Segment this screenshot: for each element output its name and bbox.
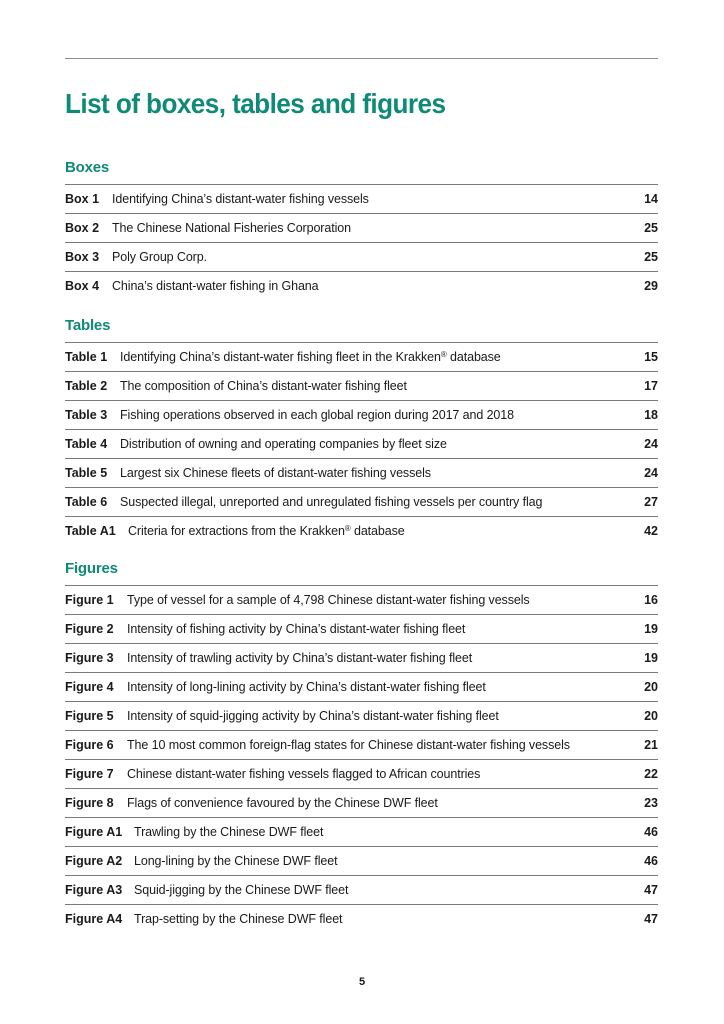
entry-title: Criteria for extractions from the Krakken® database (128, 524, 405, 538)
entry-label: Figure 8 (65, 796, 114, 810)
figure-entry[interactable] (65, 905, 658, 933)
figure-entry[interactable] (65, 586, 658, 615)
figure-entry[interactable] (65, 789, 658, 818)
entry-title: Intensity of squid-jigging activity by China’s distant-water fishing fleet (127, 709, 499, 723)
entry-label: Figure A4 (65, 912, 123, 926)
entry-title: Chinese distant-water fishing vessels flagged to African countries (127, 767, 481, 781)
entry-title: Fishing operations observed in each global region during 2017 and 2018 (120, 408, 514, 422)
entry-page: 23 (644, 796, 658, 810)
entry-label: Box 1 (65, 192, 100, 206)
entry-page: 24 (644, 466, 658, 480)
entry-label: Table 2 (65, 379, 108, 393)
top-divider (65, 58, 658, 59)
figure-entry[interactable] (65, 847, 658, 876)
box-entry[interactable] (65, 185, 658, 214)
entry-page: 19 (644, 651, 658, 665)
page-number: 5 (358, 976, 366, 988)
tables-heading: Tables (65, 317, 111, 334)
registered-mark: ® (440, 350, 447, 359)
entry-title: The composition of China’s distant-water fishing fleet (120, 379, 407, 393)
figures-list (65, 585, 658, 933)
entry-label: Table 5 (65, 466, 108, 480)
figures-section (65, 557, 658, 933)
tables-section (65, 314, 658, 545)
entry-label: Figure 1 (65, 593, 114, 607)
entry-title: Type of vessel for a sample of 4,798 Chinese distant-water fishing vessels (127, 593, 530, 607)
entry-page: 16 (644, 593, 658, 607)
entry-label: Table 3 (65, 408, 108, 422)
entry-title: Trap-setting by the Chinese DWF fleet (134, 912, 343, 926)
entry-page: 47 (644, 883, 658, 897)
entry-label: Figure 3 (65, 651, 114, 665)
entry-title: The Chinese National Fisheries Corporation (112, 221, 351, 235)
table-entry[interactable] (65, 459, 658, 488)
entry-title: Suspected illegal, unreported and unregulated fishing vessels per country flag (120, 495, 543, 509)
figure-entry[interactable] (65, 760, 658, 789)
entry-title: Poly Group Corp. (112, 250, 207, 264)
entry-page: 17 (644, 379, 658, 393)
entry-page: 42 (644, 524, 658, 538)
entry-label: Figure 5 (65, 709, 114, 723)
figure-entry[interactable] (65, 702, 658, 731)
entry-title: Intensity of long-lining activity by China’s distant-water fishing fleet (127, 680, 486, 694)
entry-title: Distribution of owning and operating companies by fleet size (120, 437, 447, 451)
entry-page: 46 (644, 854, 658, 868)
entry-title: Intensity of fishing activity by China’s distant-water fishing fleet (127, 622, 466, 636)
figure-entry[interactable] (65, 673, 658, 702)
entry-title: Long-lining by the Chinese DWF fleet (134, 854, 338, 868)
entry-page: 14 (644, 192, 658, 206)
table-entry[interactable] (65, 517, 658, 545)
entry-page: 46 (644, 825, 658, 839)
table-entry[interactable] (65, 488, 658, 517)
page-title: List of boxes, tables and figures (65, 88, 446, 119)
entry-title: Flags of convenience favoured by the Chinese DWF fleet (127, 796, 438, 810)
entry-label: Figure 4 (65, 680, 114, 694)
entry-label: Box 2 (65, 221, 100, 235)
entry-page: 22 (644, 767, 658, 781)
entry-title: The 10 most common foreign-flag states for Chinese distant-water fishing vessels (127, 738, 570, 752)
boxes-section (65, 156, 658, 300)
figure-entry[interactable] (65, 615, 658, 644)
entry-page: 18 (644, 408, 658, 422)
entry-page: 25 (644, 250, 658, 264)
entry-page: 47 (644, 912, 658, 926)
entry-label: Box 3 (65, 250, 100, 264)
registered-mark: ® (344, 524, 351, 533)
figure-entry[interactable] (65, 876, 658, 905)
box-entry[interactable] (65, 243, 658, 272)
table-entry[interactable] (65, 430, 658, 459)
entry-title: China’s distant-water fishing in Ghana (112, 279, 319, 293)
entry-label: Figure A3 (65, 883, 123, 897)
table-entry[interactable] (65, 372, 658, 401)
tables-list (65, 342, 658, 545)
entry-title: Trawling by the Chinese DWF fleet (134, 825, 324, 839)
figure-entry[interactable] (65, 644, 658, 673)
figures-heading: Figures (65, 560, 118, 577)
entry-label: Figure 7 (65, 767, 114, 781)
figure-entry[interactable] (65, 818, 658, 847)
entry-label: Figure 6 (65, 738, 114, 752)
entry-label: Figure 2 (65, 622, 114, 636)
entry-page: 25 (644, 221, 658, 235)
boxes-list (65, 184, 658, 300)
box-entry[interactable] (65, 214, 658, 243)
entry-label: Table 6 (65, 495, 108, 509)
entry-label: Figure A2 (65, 854, 123, 868)
entry-title: Identifying China’s distant-water fishing vessels (112, 192, 369, 206)
entry-title: Identifying China’s distant-water fishing fleet in the Krakken® database (120, 350, 501, 364)
entry-label: Table 1 (65, 350, 108, 364)
entry-label: Figure A1 (65, 825, 123, 839)
table-entry[interactable] (65, 401, 658, 430)
box-entry[interactable] (65, 272, 658, 300)
boxes-heading: Boxes (65, 159, 110, 176)
entry-label: Table A1 (65, 524, 116, 538)
entry-page: 20 (644, 709, 658, 723)
table-entry[interactable] (65, 343, 658, 372)
entry-page: 15 (644, 350, 658, 364)
entry-page: 19 (644, 622, 658, 636)
entry-page: 21 (644, 738, 658, 752)
entry-title: Largest six Chinese fleets of distant-water fishing vessels (120, 466, 431, 480)
entry-page: 27 (644, 495, 658, 509)
entry-title: Squid-jigging by the Chinese DWF fleet (134, 883, 349, 897)
entry-page: 29 (644, 279, 658, 293)
entry-page: 20 (644, 680, 658, 694)
entry-label: Box 4 (65, 279, 100, 293)
entry-label: Table 4 (65, 437, 108, 451)
figure-entry[interactable] (65, 731, 658, 760)
entry-page: 24 (644, 437, 658, 451)
entry-title: Intensity of trawling activity by China’s distant-water fishing fleet (127, 651, 473, 665)
